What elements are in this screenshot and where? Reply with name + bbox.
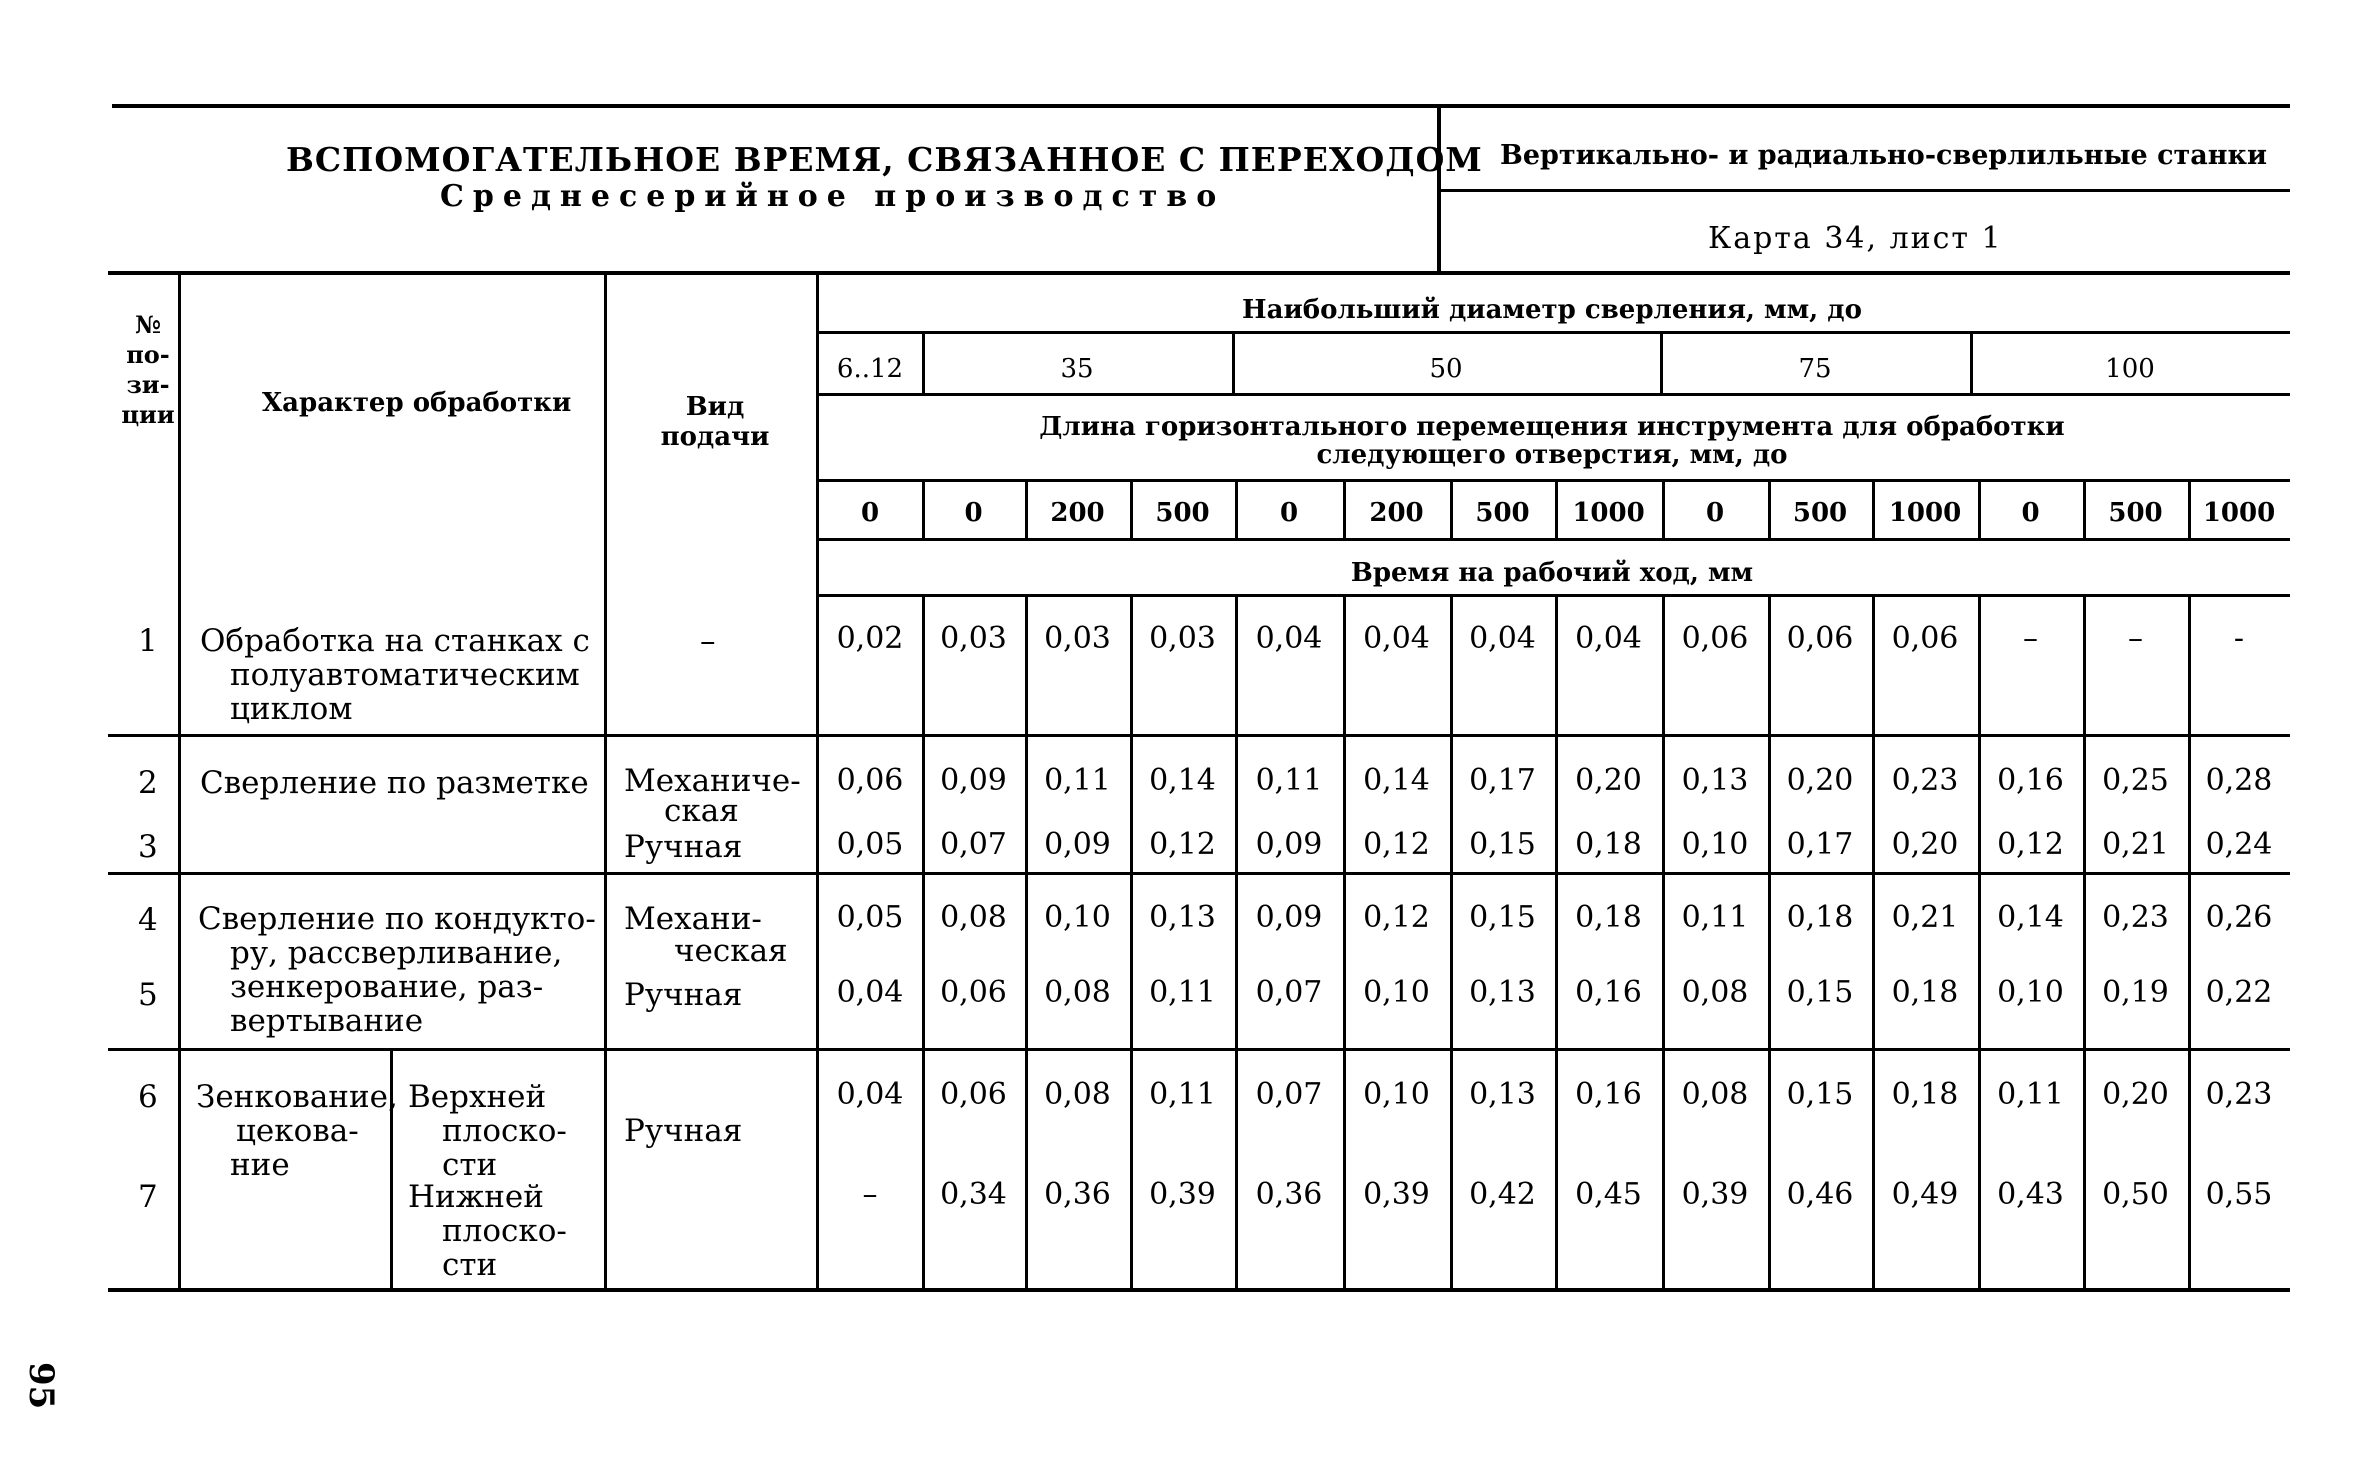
time-value-cell: 0,23 [2102,900,2169,935]
row-number-1: 1 [138,623,158,659]
time-value-cell: 0,07 [1255,1077,1323,1112]
time-value-cell: - [2233,621,2245,656]
page-title: ВСПОМОГАТЕЛЬНОЕ ВРЕМЯ, СВЯЗАННОЕ С ПЕРЕХОДОМ [286,140,1483,179]
group-countersinking: Зенкование, цекова- ние [196,1079,398,1183]
max-diameter-header: Наибольший диаметр сверления, мм, до [1242,295,1862,325]
row-number-6: 6 [138,1079,158,1115]
time-value-cell: 0,10 [1363,975,1430,1010]
length-label: 200 [1369,498,1424,528]
time-value-cell: 0,06 [836,763,904,798]
time-value-cell: 0,11 [1681,900,1749,935]
time-value-cell: 0,11 [1044,763,1111,798]
time-value-cell: 0,10 [1363,1077,1430,1112]
time-value-cell: 0,13 [1469,975,1536,1010]
time-value-cell: 0,43 [1997,1177,2064,1212]
rule-horizontal [108,1288,2290,1292]
time-value-cell: 0,11 [1149,975,1216,1010]
time-value-cell: 0,17 [1786,827,1854,862]
time-value-cell: 0,09 [940,763,1007,798]
time-value-cell: 0,06 [1681,621,1749,656]
time-value-cell: 0,08 [940,900,1007,935]
time-value-cell: 0,15 [1469,900,1536,935]
row-number-3: 3 [138,829,158,865]
time-value-cell: 0,16 [1997,763,2064,798]
rule-horizontal [818,594,2290,597]
time-value-cell: 0,14 [1363,763,1430,798]
time-value-cell: 0,15 [1786,1077,1854,1112]
time-value-cell: 0,04 [1469,621,1536,656]
time-value-cell: 0,46 [1786,1177,1854,1212]
rule-horizontal [108,1048,2290,1051]
rule-horizontal [818,393,2290,396]
time-value-cell: 0,03 [940,621,1007,656]
time-value-cell: 0,02 [836,621,904,656]
time-value-cell: 0,14 [1149,763,1216,798]
time-value-cell: 0,04 [836,1077,904,1112]
time-value-cell: 0,11 [1997,1077,2064,1112]
time-value-cell: 0,55 [2205,1177,2273,1212]
time-value-cell: 0,24 [2205,827,2273,862]
time-value-cell: 0,18 [1891,975,1959,1010]
card-number: Карта 34, лист 1 [1708,221,2003,256]
diameter-label: 35 [1060,354,1094,384]
length-label: 0 [860,498,880,528]
time-value-cell: 0,36 [1044,1177,1111,1212]
feed-row-4: Механи- ческая [624,901,788,969]
time-value-cell: 0,04 [836,975,904,1010]
time-value-cell: 0,15 [1786,975,1854,1010]
time-value-cell: 0,23 [2205,1077,2273,1112]
rule-vertical [178,272,181,1290]
time-value-cell: 0,21 [1891,900,1959,935]
length-label: 1000 [2202,498,2276,528]
time-value-cell: 0,11 [1255,763,1323,798]
time-value-cell: 0,10 [1997,975,2064,1010]
time-value-cell: 0,17 [1469,763,1536,798]
time-value-cell: 0,03 [1044,621,1111,656]
feed-row-1: – [700,623,716,659]
time-value-cell: 0,49 [1891,1177,1959,1212]
time-value-cell: 0,04 [1255,621,1323,656]
rule-horizontal [1440,189,2290,192]
rule-horizontal [818,331,2290,334]
machine-type: Вертикально- и радиально-сверлильные станки [1500,140,2268,171]
length-label: 0 [2021,498,2040,528]
time-value-cell: 0,14 [1997,900,2064,935]
time-value-cell: 0,04 [1575,621,1642,656]
length-label: 0 [1705,498,1725,528]
time-value-cell: 0,22 [2205,975,2273,1010]
time-value-cell: 0,20 [1891,827,1959,862]
time-value-cell: 0,05 [836,827,904,862]
time-value-cell: 0,12 [1997,827,2064,862]
time-value-cell: 0,11 [1149,1077,1216,1112]
time-value-cell: 0,50 [2102,1177,2169,1212]
rule-horizontal [818,538,2290,541]
group-semiauto: Обработка на станках с полуавтоматическим циклом [200,623,590,727]
feed-row-2: Механиче- ская [624,763,801,829]
time-value-cell: 0,09 [1044,827,1111,862]
feed-row-3: Ручная [624,829,743,865]
time-value-cell: 0,10 [1681,827,1749,862]
time-value-cell: 0,13 [1149,900,1216,935]
diameter-label: 6..12 [836,354,904,384]
travel-length-header: Длина горизонтального перемещения инструмента для обработки следующего отверстия, мм, до [1039,412,2065,470]
time-value-cell: 0,09 [1255,900,1323,935]
time-value-cell: 0,15 [1469,827,1536,862]
rule-horizontal [112,104,2290,108]
time-value-cell: 0,13 [1681,763,1749,798]
time-value-cell: 0,23 [1891,763,1959,798]
page-number: 95 [21,1362,61,1410]
length-label: 500 [2108,498,2163,528]
time-value-cell: 0,03 [1149,621,1216,656]
length-label: 0 [964,498,983,528]
page-subtitle: Среднесерийное производство [440,179,1226,214]
row-number-5: 5 [138,977,158,1013]
time-value-cell: – [2128,621,2143,656]
feed-row-5: Ручная [624,977,743,1013]
time-value-cell: 0,05 [836,900,904,935]
time-value-cell: 0,34 [940,1177,1007,1212]
time-value-cell: 0,07 [940,827,1007,862]
length-label: 200 [1050,498,1105,528]
time-value-cell: 0,12 [1363,900,1430,935]
time-value-cell: 0,10 [1044,900,1111,935]
time-value-cell: 0,26 [2205,900,2273,935]
time-value-cell: 0,06 [940,1077,1007,1112]
time-value-cell: 0,28 [2205,763,2273,798]
row-number-2: 2 [138,765,158,801]
time-value-cell: 0,08 [1681,1077,1749,1112]
time-value-cell: 0,08 [1681,975,1749,1010]
time-value-cell: 0,42 [1469,1177,1536,1212]
rule-horizontal [108,271,2290,275]
group-marking: Сверление по разметке [200,765,589,801]
time-value-cell: – [862,1177,878,1212]
time-value-cell: 0,12 [1363,827,1430,862]
length-label: 500 [1475,498,1530,528]
time-value-cell: 0,06 [1891,621,1959,656]
position-number-header: № по- зи- ции [121,310,175,429]
time-value-cell: 0,06 [940,975,1007,1010]
time-value-cell: 0,08 [1044,975,1111,1010]
time-value-cell: 0,21 [2102,827,2169,862]
diameter-label: 100 [2105,354,2155,384]
time-header: Время на рабочий ход, мм [1350,558,1754,588]
row-number-4: 4 [138,902,158,938]
time-value-cell: 0,20 [2102,1077,2169,1112]
sub-lower-surface: Нижней плоско- сти [408,1179,567,1283]
time-value-cell: 0,12 [1149,827,1216,862]
time-value-cell: 0,18 [1786,900,1854,935]
time-value-cell: 0,25 [2102,763,2169,798]
time-value-cell: 0,16 [1575,1077,1642,1112]
time-value-cell: 0,20 [1786,763,1854,798]
time-value-cell: 0,20 [1575,763,1642,798]
time-value-cell: 0,08 [1044,1077,1111,1112]
length-label: 1000 [1888,498,1962,528]
rule-vertical [1437,104,1441,272]
time-value-cell: 0,19 [2102,975,2169,1010]
length-label: 500 [1792,498,1848,528]
time-value-cell: 0,07 [1255,975,1323,1010]
time-value-cell: 0,16 [1575,975,1642,1010]
length-label: 1000 [1572,498,1645,528]
time-value-cell: 0,09 [1255,827,1323,862]
diameter-label: 50 [1429,354,1463,384]
time-value-cell: 0,18 [1891,1077,1959,1112]
diameter-label: 75 [1798,354,1832,384]
processing-header: Характер обработки [262,388,572,418]
rule-horizontal [108,734,2290,737]
time-value-cell: 0,36 [1255,1177,1323,1212]
rule-horizontal [818,479,2290,482]
time-value-cell: 0,13 [1469,1077,1536,1112]
time-value-cell: 0,18 [1575,827,1642,862]
group-jig-drilling: Сверление по кондукто- ру, рассверливание, зенкерование, раз- вертывание [198,901,596,1039]
length-label: 500 [1155,498,1210,528]
time-value-cell: 0,04 [1363,621,1430,656]
time-value-cell: 0,18 [1575,900,1642,935]
time-value-cell: 0,39 [1681,1177,1749,1212]
row-number-7: 7 [138,1179,158,1215]
time-value-cell: 0,45 [1575,1177,1642,1212]
time-value-cell: 0,39 [1149,1177,1216,1212]
time-value-cell: 0,06 [1786,621,1854,656]
length-label: 0 [1279,498,1299,528]
sub-upper-surface: Верхней плоско- сти [408,1079,567,1183]
time-value-cell: – [2023,621,2038,656]
feed-row-6-7: Ручная [624,1113,743,1149]
feed-header: Вид подачи [660,392,770,452]
time-value-cell: 0,39 [1363,1177,1430,1212]
rule-horizontal [108,872,2290,875]
